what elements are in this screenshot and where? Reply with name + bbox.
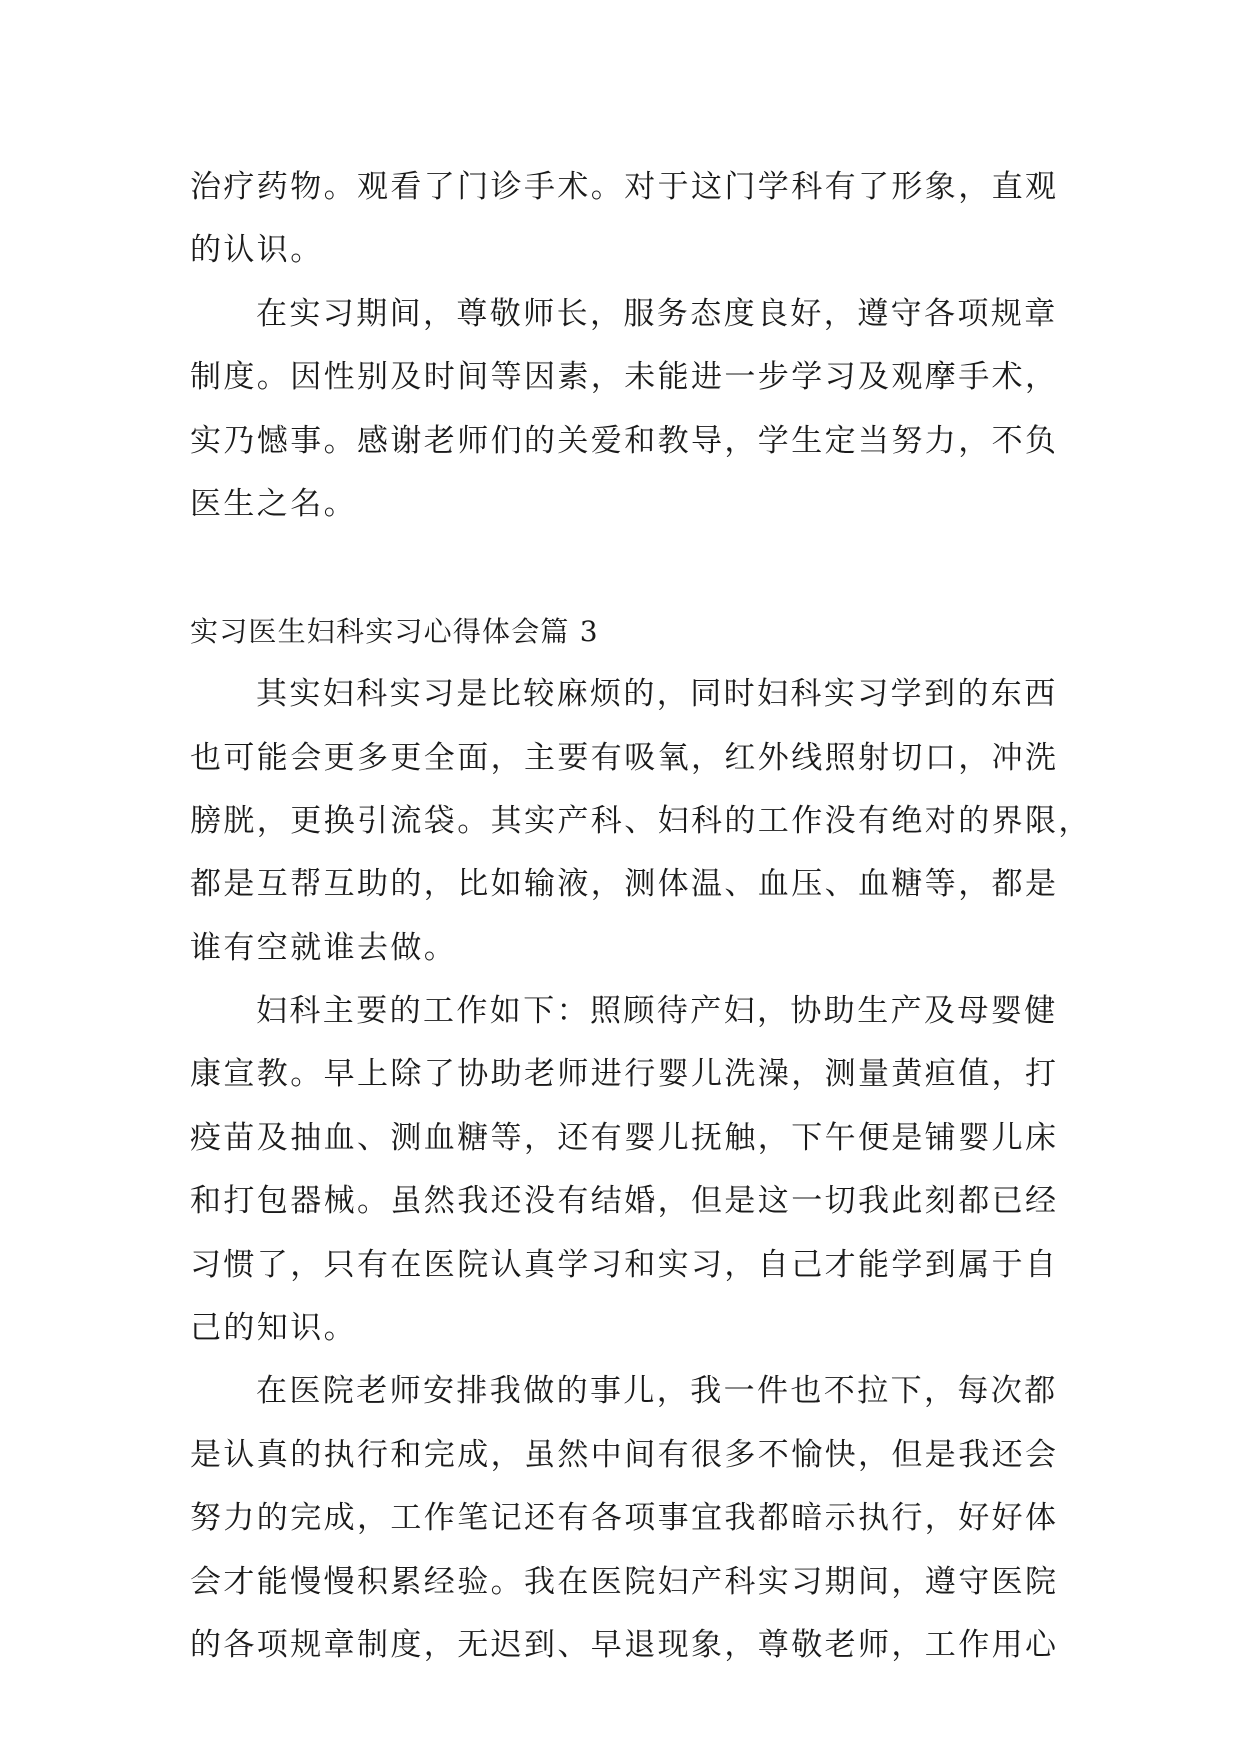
paragraph-top (190, 156, 1059, 283)
text-line: 的认识。 (190, 232, 324, 269)
paragraph-attitude (190, 1360, 1059, 1677)
text-line: 己的知识。 (190, 1310, 357, 1347)
text-line: 疫苗及抽血、测血糖等，还有婴儿抚触，下午便是铺婴儿床 (190, 1119, 1059, 1156)
text-line: 康宣教。早上除了协助老师进行婴儿洗澡，测量黄疸值，打 (190, 1056, 1059, 1093)
text-line: 都是互帮互助的，比如输液，测体温、血压、血糖等，都是 (190, 866, 1059, 903)
text-line: 治疗药物。观看了门诊手术。对于这门学科有了形象，直观 (190, 169, 1059, 205)
text-line: 习惯了，只有在医院认真学习和实习，自己才能学到属于自 (190, 1246, 1059, 1283)
text-line: 妇科主要的工作如下：照顾待产妇，协助生产及母婴健 (256, 993, 1058, 1030)
text-line: 在实习期间，尊敬师长，服务态度良好，遵守各项规章 (256, 295, 1058, 332)
section-title: 实习医生妇科实习心得体会篇 3 (190, 614, 599, 648)
paragraph-work (190, 980, 1059, 1360)
text-line: 实乃憾事。感谢老师们的关爱和教导，学生定当努力，不负 (190, 422, 1059, 459)
text-line: 会才能慢慢积累经验。我在医院妇产科实习期间，遵守医院 (190, 1563, 1059, 1600)
text-line: 其实妇科实习是比较麻烦的，同时妇科实习学到的东西 (256, 676, 1058, 713)
text-line: 和打包器械。虽然我还没有结婚，但是这一切我此刻都已经 (190, 1183, 1059, 1220)
text-line: 努力的完成，工作笔记还有各项事宜我都暗示执行，好好体 (190, 1500, 1059, 1537)
text-line: 在医院老师安排我做的事儿，我一件也不拉下，每次都 (256, 1373, 1058, 1410)
paragraph-intro (190, 663, 1092, 980)
text-line: 也可能会更多更全面，主要有吸氧，红外线照射切口，冲洗 (190, 739, 1059, 776)
text-line: 制度。因性别及时间等因素，未能进一步学习及观摩手术， (190, 359, 1059, 396)
text-line: 医生之名。 (190, 485, 357, 522)
document-body (190, 156, 1092, 1677)
paragraph-gap (190, 536, 1050, 599)
text-line: 是认真的执行和完成，虽然中间有很多不愉快，但是我还会 (190, 1436, 1059, 1473)
text-line: 谁有空就谁去做。 (190, 929, 458, 966)
paragraph-internship (190, 283, 1059, 537)
text-line: 的各项规章制度，无迟到、早退现象，尊敬老师，工作用心 (190, 1626, 1059, 1663)
text-line: 膀胱，更换引流袋。其实产科、妇科的工作没有绝对的界限， (190, 802, 1092, 839)
